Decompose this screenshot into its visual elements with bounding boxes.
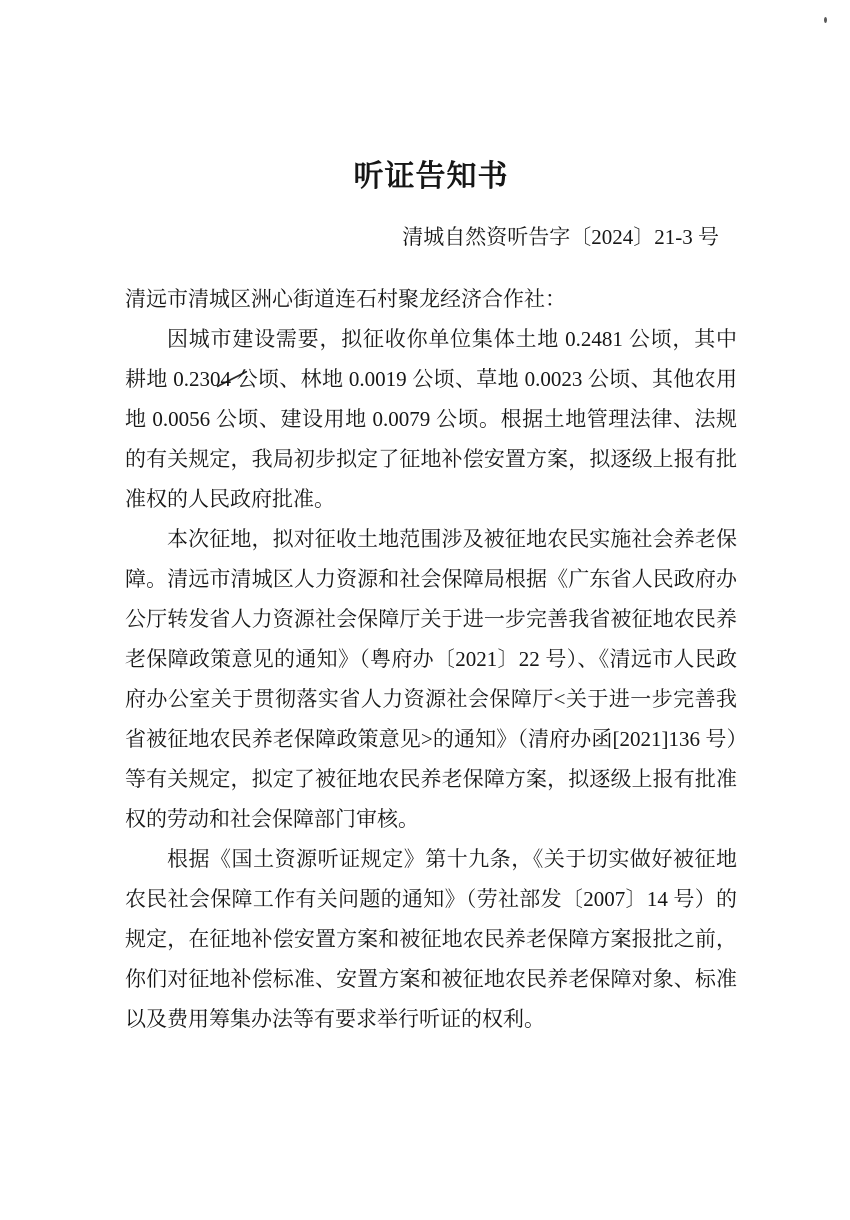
scan-speck: [824, 17, 827, 23]
document-number: 清城自然资听告字〔2024〕21-3 号: [402, 225, 719, 249]
document-title: 听证告知书: [353, 160, 509, 193]
addressee-line: 清远市清城区洲心街道连石村聚龙经济合作社：: [125, 287, 566, 311]
paragraph-pension-scheme: 本次征地，拟对征收土地范围涉及被征地农民实施社会养老保障。清远市清城区人力资源和社会保障局根据《广东省人民政府办公厅转发省人力资源社会保障厅关于进一步完善我省被征地农民养老保障政策意见的通知》（粤府办〔2021〕22 号）、《清远市人民政府办公室关于贯彻落实省人力资源社会保障厅<关于进一步完善我省被征地农民养老保障政策意见>的通知》（清府办函[2021]136 号）等有关规定，拟定了被征地农民养老保障方案，拟逐级上报有批准权的劳动和社会保障部门审核。: [125, 527, 737, 831]
document-body: [125, 157, 737, 1039]
paragraph-land-acquisition: 因城市建设需要，拟征收你单位集体土地 0.2481 公顷，其中耕地 0.2304 公顷、林地 0.0019 公顷、草地 0.0023 公顷、其他农用地 0.0056 公顷、建设用地 0.0079 公顷。根据土地管理法律、法规的有关规定，我局初步拟定了征地补偿安置方案，拟逐级上报有批准权的人民政府批准。: [125, 327, 737, 511]
paragraph-hearing-rights: 根据《国土资源听证规定》第十九条，《关于切实做好被征地农民社会保障工作有关问题的通知》（劳社部发〔2007〕14 号）的规定，在征地补偿安置方案和被征地农民养老保障方案报批之前，你们对征地补偿标准、安置方案和被征地农民养老保障对象、标准以及费用筹集办法等有要求举行听证的权利。: [125, 847, 737, 1031]
